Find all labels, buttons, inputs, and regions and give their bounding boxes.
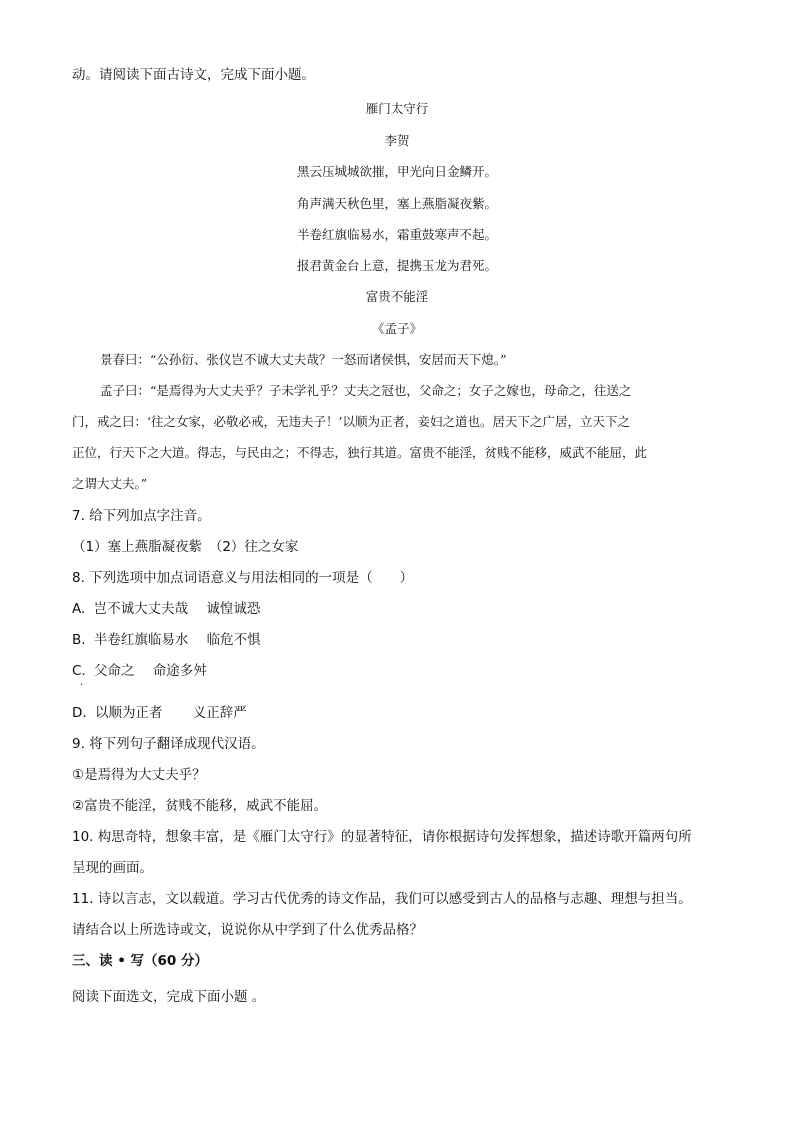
option-phrase: 父命之 (94, 663, 135, 679)
question-9-stem: 9. 将下列句子翻译成现代汉语。 (72, 736, 265, 752)
question-11-line: 请结合以上所选诗或文，说说你从中学到了什么优秀品格？ (72, 922, 423, 938)
option-letter: A. (72, 601, 86, 617)
option-letter: B. (72, 632, 86, 648)
prose-paragraph-1: 景春曰：“公孙衍、张仪岂不诚大丈夫哉？一怒而诸侯惧，安居而天下熄。” (100, 352, 507, 367)
option-phrase: 诚惶诚恐 (206, 601, 261, 617)
poem-title: 雁门太守行 (365, 101, 429, 116)
question-7-items: （1）塞上燕脂凝夜紫 （2）往之女家 (72, 539, 299, 555)
option-phrase: 义正辞严 (192, 705, 247, 721)
prose-paragraph-2-line: 孟子曰：“是焉得为大丈夫乎？子未学礼乎？丈夫之冠也，父命之；女子之嫁也，母命之，往送之 (100, 383, 632, 398)
poem-author: 李贺 (384, 133, 410, 148)
option-a (72, 600, 260, 618)
poem-line: 黑云压城城欲摧，甲光向日金鳞开。 (296, 164, 497, 179)
prose-source: 《孟子》 (371, 321, 422, 336)
question-10-line: 呈现的画面。 (72, 860, 153, 876)
question-10-line: 10. 构思奇特，想象丰富，是《雁门太守行》的显著特征，请你根据诗句发挥想象，描述诗歌开篇两句所 (72, 829, 692, 845)
poem-line: 半卷红旗临易水，霜重鼓寒声不起。 (296, 227, 497, 242)
option-phrase: 临危不惧 (206, 632, 261, 648)
option-phrase: 半卷红旗临易水 (93, 632, 189, 648)
question-7-stem: 7. 给下列加点字注音。 (72, 508, 211, 524)
intro-text: 动。请阅读下面古诗文，完成下面小题。 (72, 67, 315, 83)
section-instruction: 阅读下面选文，完成下面小题 。 (72, 989, 266, 1005)
poem-line: 角声满天秋色里，塞上燕脂凝夜紫。 (296, 196, 497, 211)
question-11-line: 11. 诗以言志，文以载道。学习古代优秀的诗文作品，我们可以感受到古人的品格与志趣、理想与担当。 (72, 891, 692, 907)
question-9-item: ②富贵不能淫，贫贱不能移，威武不能屈。 (72, 798, 328, 814)
option-letter: C. (72, 663, 86, 679)
option-letter: D. (72, 705, 87, 721)
emphasis-dot-mark: · (80, 680, 84, 691)
prose-paragraph-2-line: 门，戒之曰：‘往之女家，必敬必戒，无违夫子！’以顺为正者，妾妇之道也。居天下之广居，立天下之 (72, 414, 630, 429)
question-9-item: ①是焉得为大丈夫乎？ (72, 767, 206, 783)
option-d (72, 704, 247, 722)
section-heading: 三、读 • 写（60 分） (72, 953, 209, 969)
prose-title: 富贵不能淫 (365, 289, 429, 304)
option-phrase: 以顺为正者 (94, 705, 163, 721)
option-c (72, 662, 207, 680)
option-phrase: 岂不诚大丈夫哉 (93, 601, 189, 617)
option-phrase: 命途多舛 (152, 663, 207, 679)
prose-paragraph-2-line: 正位，行天下之大道。得志，与民由之；不得志，独行其道。富贵不能淫，贫贱不能移，威武不能屈，此 (72, 445, 648, 460)
option-b (72, 631, 261, 649)
poem-line: 报君黄金台上意，提携玉龙为君死。 (296, 258, 497, 273)
question-8-stem: 8. 下列选项中加点词语意义与用法相同的一项是（ ） (72, 570, 414, 586)
prose-paragraph-2-line: 之谓大丈夫。” (72, 476, 148, 491)
